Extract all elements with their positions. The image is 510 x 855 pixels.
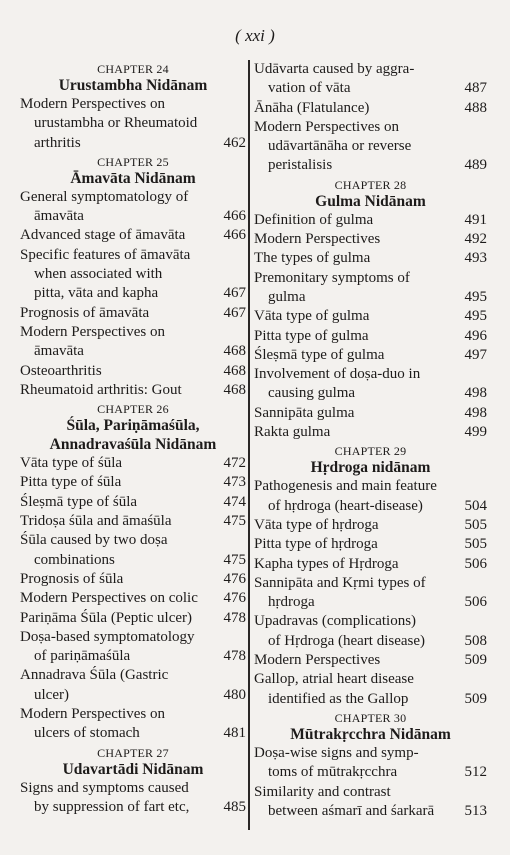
toc-entry[interactable]	[254, 60, 487, 99]
toc-page-number: 476	[223, 590, 246, 607]
toc-entry-text: peristalisis	[268, 157, 333, 174]
toc-entry[interactable]	[254, 477, 487, 516]
toc-entry[interactable]	[20, 666, 246, 705]
toc-entry[interactable]	[254, 423, 487, 442]
toc-page-number: 492	[464, 231, 487, 248]
toc-entry-text: Tridoṣa śūla and āmaśūla	[20, 513, 172, 530]
toc-entry-text: Gallop, atrial heart disease	[254, 671, 414, 688]
column-divider	[248, 60, 250, 830]
toc-entry-text: gulma	[268, 288, 306, 305]
toc-entry-text: urustambha or Rheumatoid	[34, 115, 198, 132]
toc-entry-text: arthritis	[34, 134, 81, 151]
toc-entry-text: Pitta type of gulma	[254, 327, 369, 344]
toc-entry-text: Rheumatoid arthritis: Gout	[20, 381, 182, 398]
toc-entry-text: Sannipāta gulma	[254, 404, 355, 421]
toc-entry-text: of hṛdroga (heart-disease)	[268, 497, 423, 514]
toc-page-number: 508	[464, 632, 487, 649]
page-number-header: ( xxi )	[235, 26, 275, 45]
toc-page-number: 481	[223, 725, 246, 742]
toc-page-number: 468	[223, 343, 246, 360]
chapter-label: CHAPTER 30	[334, 710, 407, 725]
toc-column-right	[254, 60, 487, 821]
toc-entry[interactable]	[20, 323, 246, 362]
toc-entry[interactable]	[254, 535, 487, 554]
toc-entry-text: Doṣa-based symptomatology	[20, 628, 195, 645]
chapter-label: CHAPTER 26	[97, 402, 169, 417]
toc-column-left	[20, 60, 246, 817]
toc-entry-text: Annadrava Śūla (Gastric	[20, 667, 169, 684]
toc-page-number: 499	[464, 424, 487, 441]
toc-page-number: 473	[223, 474, 246, 491]
toc-entry-text: Sannipāta and Kṛmi types of	[254, 574, 426, 591]
toc-entry[interactable]	[20, 381, 246, 400]
toc-entry-text: Modern Perspectives	[254, 652, 381, 669]
toc-entry[interactable]	[20, 705, 246, 744]
toc-entry[interactable]	[254, 211, 487, 230]
chapter-title: Udavartādi Nidānam	[62, 760, 204, 778]
toc-entry-text: hṛdroga	[268, 594, 315, 611]
chapter-label: CHAPTER 24	[97, 62, 169, 76]
toc-entry[interactable]	[254, 249, 487, 268]
toc-entry[interactable]	[254, 327, 487, 346]
toc-entry-text: udāvartānāha or reverse	[268, 138, 412, 155]
toc-entry[interactable]	[20, 609, 246, 628]
toc-entry-text: between aśmarī and śarkarā	[268, 802, 435, 819]
toc-page-number: 509	[464, 690, 487, 707]
toc-page-number: 468	[223, 362, 246, 379]
toc-page-number: 480	[223, 686, 246, 703]
toc-entry[interactable]	[254, 744, 487, 783]
toc-page-number: 495	[464, 308, 487, 325]
toc-entry-text: when associated with	[34, 266, 163, 283]
toc-entry[interactable]	[20, 570, 246, 589]
toc-entry[interactable]	[20, 454, 246, 473]
toc-page-number: 472	[223, 455, 246, 472]
toc-entry-text: Advanced stage of āmavāta	[20, 227, 186, 244]
chapter-title: Śūla, Pariṇāmaśūla,	[66, 417, 200, 435]
toc-page-number: 462	[223, 134, 246, 151]
toc-entry-text: Śleṣmā type of gulma	[254, 346, 385, 363]
toc-page-number: 512	[464, 764, 487, 781]
toc-page-number: 487	[464, 80, 487, 97]
toc-entry-text: Ānāha (Flatulance)	[254, 99, 370, 116]
chapter-title: Gulma Nidānam	[315, 192, 426, 210]
toc-entry-text: Pitta type of hṛdroga	[254, 536, 378, 553]
toc-entry-text: Pathogenesis and main feature	[254, 478, 437, 495]
toc-page-number: 509	[464, 652, 487, 669]
toc-entry-text: Osteoarthritis	[20, 362, 102, 379]
toc-page-number: 485	[223, 798, 246, 815]
chapter-title: Mūtrakṛcchra Nidānam	[290, 725, 451, 743]
toc-entry[interactable]	[254, 555, 487, 574]
toc-entry-text: Vāta type of śūla	[20, 455, 123, 472]
toc-entry[interactable]	[254, 651, 487, 670]
toc-entry[interactable]	[254, 670, 487, 709]
toc-entry-text: Kapha types of Hṛdroga	[254, 555, 399, 572]
toc-entry[interactable]	[20, 779, 246, 818]
toc-entry[interactable]	[254, 118, 487, 176]
toc-page-number: 493	[464, 250, 487, 267]
toc-page-number: 496	[464, 327, 487, 344]
toc-entry[interactable]	[20, 362, 246, 381]
toc-page-number: 474	[223, 493, 246, 510]
toc-entry-text: Modern Perspectives on	[20, 706, 165, 723]
toc-page-number: 498	[464, 385, 487, 402]
toc-entry-text: General symptomatology of	[20, 188, 189, 205]
toc-entry[interactable]	[20, 95, 246, 153]
toc-page-number: 489	[464, 157, 487, 174]
toc-page-number: 505	[464, 516, 487, 533]
toc-page-number: 478	[223, 609, 246, 626]
toc-entry[interactable]	[20, 531, 246, 570]
toc-entry-text: Definition of gulma	[254, 211, 374, 228]
toc-entry-text: Premonitary symptoms of	[254, 269, 410, 286]
toc-entry-text: Involvement of doṣa-duo in	[254, 366, 421, 383]
toc-entry[interactable]	[20, 628, 246, 667]
toc-entry[interactable]	[20, 473, 246, 492]
toc-page-number: 504	[464, 497, 487, 514]
toc-page-number: 495	[464, 288, 487, 305]
toc-entry[interactable]	[20, 246, 246, 304]
toc-entry[interactable]	[20, 512, 246, 531]
toc-page-number: 497	[464, 346, 487, 363]
toc-entry-text: Modern Perspectives on	[20, 323, 165, 340]
toc-entry-text: The types of gulma	[254, 250, 371, 267]
chapter-label: CHAPTER 27	[97, 745, 169, 760]
toc-page-number: 466	[223, 208, 246, 225]
chapter-title: Urustambha Nidānam	[58, 77, 208, 94]
toc-entry-text: āmavāta	[34, 343, 84, 360]
toc-page-number: 467	[223, 304, 246, 321]
toc-entry-text: pitta, vāta and kapha	[34, 285, 159, 302]
toc-entry[interactable]	[254, 574, 487, 613]
toc-entry-text: Upadravas (complications)	[254, 613, 417, 630]
toc-page-number: 466	[223, 227, 246, 244]
toc-entry-text: ulcers of stomach	[34, 725, 140, 742]
chapter-title: Annadravaśūla Nidānam	[49, 436, 217, 454]
toc-entry-text: Similarity and contrast	[254, 783, 391, 800]
toc-entry-text: Pitta type of śūla	[20, 474, 122, 491]
toc-entry-text: Rakta gulma	[254, 424, 331, 441]
chapter-title: Hṛdroga nidānam	[310, 459, 431, 477]
toc-entry-text: āmavāta	[34, 208, 84, 225]
toc-page-number: 506	[464, 555, 487, 572]
toc-entry[interactable]	[20, 226, 246, 245]
toc-entry-text: Modern Perspectives on	[20, 96, 165, 112]
chapter-label: CHAPTER 25	[97, 154, 169, 169]
toc-entry-text: Modern Perspectives on colic	[20, 590, 198, 607]
toc-entry[interactable]	[254, 230, 487, 249]
toc-entry-text: Udāvarta caused by aggra-	[254, 61, 415, 77]
toc-entry-text: of Hṛdroga (heart disease)	[268, 632, 426, 649]
chapter-title: Āmavāta Nidānam	[70, 169, 196, 187]
toc-page-number: 498	[464, 404, 487, 421]
toc-entry-text: Prognosis of āmavāta	[20, 304, 150, 321]
toc-page-number: 506	[464, 594, 487, 611]
toc-entry-text: vation of vāta	[268, 80, 351, 97]
toc-entry-text: Śleṣmā type of śūla	[20, 493, 138, 510]
toc-entry-text: identified as the Gallop	[268, 690, 409, 707]
toc-page-number: 513	[464, 802, 487, 819]
toc-page-number: 467	[223, 285, 246, 302]
toc-entry[interactable]	[20, 304, 246, 323]
toc-page-number: 475	[223, 513, 246, 530]
toc-entry[interactable]	[254, 612, 487, 651]
toc-entry-text: Doṣa-wise signs and symp-	[254, 744, 419, 761]
chapter-label: CHAPTER 29	[334, 444, 407, 459]
toc-entry-text: causing gulma	[268, 385, 356, 402]
toc-entry-text: ulcer)	[34, 686, 69, 703]
toc-entry-text: Prognosis of śūla	[20, 570, 124, 587]
toc-entry[interactable]	[254, 307, 487, 326]
toc-entry[interactable]	[254, 404, 487, 423]
toc-entry-text: Vāta type of gulma	[254, 308, 370, 325]
toc-entry-text: Vāta type of hṛdroga	[254, 516, 379, 533]
chapter-label: CHAPTER 28	[334, 177, 407, 192]
toc-entry[interactable]	[20, 589, 246, 608]
toc-page-number: 476	[223, 570, 246, 587]
toc-page-number: 468	[223, 381, 246, 398]
toc-entry[interactable]	[20, 493, 246, 512]
toc-entry[interactable]	[254, 269, 487, 308]
toc-entry-text: by suppression of fart etc,	[34, 798, 190, 815]
toc-page-number: 488	[464, 99, 487, 116]
toc-entry-text: combinations	[34, 551, 115, 568]
toc-entry-text: toms of mūtrakṛcchra	[268, 764, 398, 781]
toc-entry[interactable]	[254, 346, 487, 365]
toc-entry-text: Modern Perspectives on	[254, 118, 399, 135]
toc-entry[interactable]	[20, 188, 246, 227]
toc-entry-text: of pariṇāmaśūla	[34, 648, 131, 665]
toc-entry[interactable]	[254, 783, 487, 822]
toc-entry-text: Śūla caused by two doṣa	[20, 532, 168, 549]
toc-page-number: 505	[464, 536, 487, 553]
toc-entry-text: Modern Perspectives	[254, 231, 381, 248]
toc-entry[interactable]	[254, 365, 487, 404]
toc-entry-text: Signs and symptoms caused	[20, 779, 189, 796]
toc-page-number: 475	[223, 551, 246, 568]
toc-page-number: 478	[223, 648, 246, 665]
toc-entry-text: Specific features of āmavāta	[20, 246, 191, 263]
toc-entry[interactable]	[254, 516, 487, 535]
toc-entry-text: Pariṇāma Śūla (Peptic ulcer)	[20, 609, 193, 626]
toc-entry[interactable]	[254, 99, 487, 118]
toc-page-number: 491	[464, 211, 487, 228]
